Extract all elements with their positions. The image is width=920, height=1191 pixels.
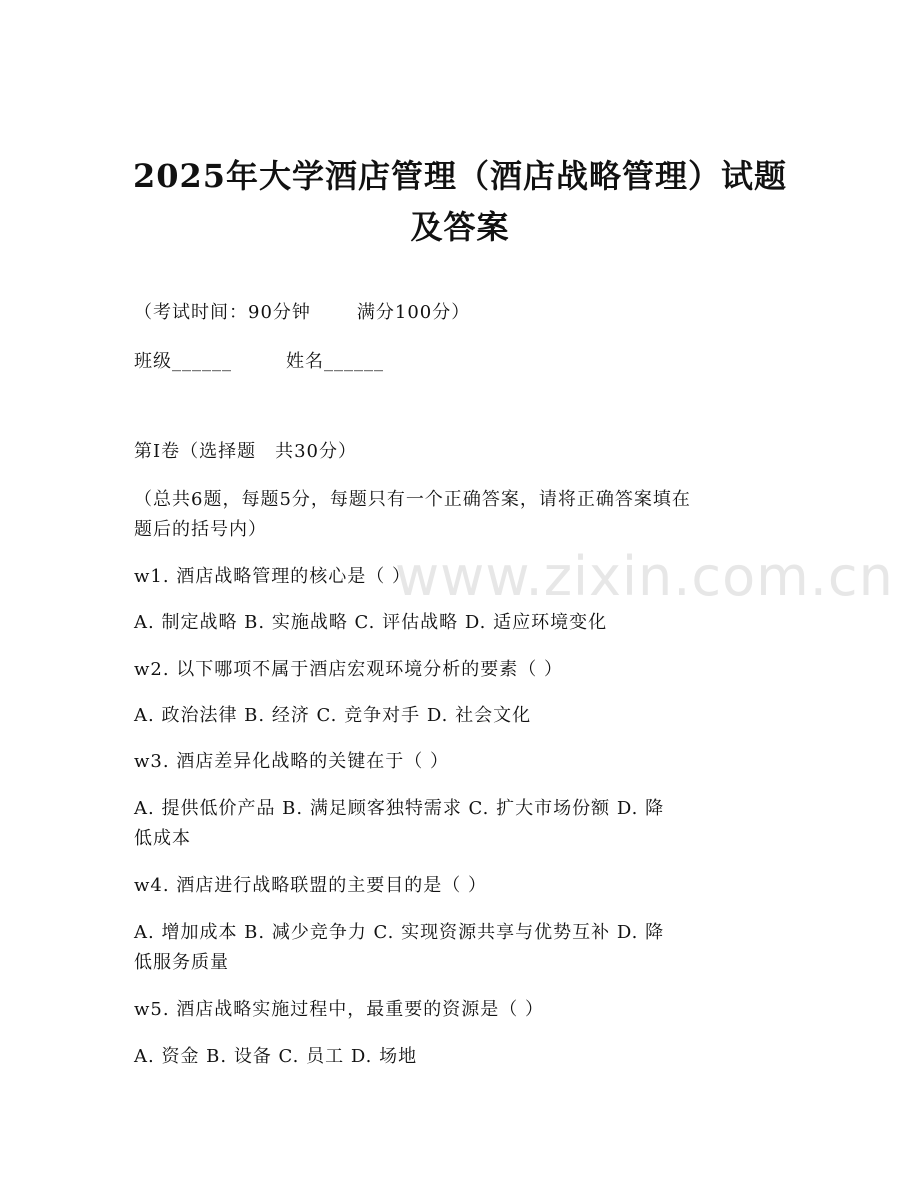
question-1: w1. 酒店战略管理的核心是（ ） (134, 566, 412, 587)
section-heading: 第I卷（选择题 共30分） (134, 441, 358, 462)
class-field: 班级______ (134, 351, 232, 372)
question-3-options-line-2: 低成本 (134, 828, 191, 849)
question-5: w5. 酒店战略实施过程中，最重要的资源是（ ） (134, 999, 545, 1020)
exam-info (134, 298, 794, 328)
exam-time: （考试时间：90分钟 (134, 302, 311, 323)
student-info (134, 347, 794, 377)
question-3: w3. 酒店差异化战略的关键在于（ ） (134, 751, 450, 772)
question-5-options: A. 资金 B. 设备 C. 员工 D. 场地 (134, 1046, 418, 1067)
question-1-options: A. 制定战略 B. 实施战略 C. 评估战略 D. 适应环境变化 (134, 612, 608, 633)
question-4: w4. 酒店进行战略联盟的主要目的是（ ） (134, 875, 488, 896)
exam-score: 满分100分） (356, 302, 471, 323)
document-title-line-2: 及答案 (410, 208, 510, 246)
section-instruction-line-1: （总共6题，每题5分，每题只有一个正确答案，请将正确答案填在 (134, 489, 691, 510)
question-2-options: A. 政治法律 B. 经济 C. 竞争对手 D. 社会文化 (134, 705, 532, 726)
watermark: www.zixin.com.cn (395, 545, 894, 608)
name-field: 姓名______ (286, 351, 384, 372)
section-instruction-line-2: 题后的括号内） (134, 519, 267, 540)
question-4-options-line-2: 低服务质量 (134, 952, 229, 973)
document-title-line-1: 2025年大学酒店管理（酒店战略管理）试题 (132, 157, 788, 195)
question-3-options-line-1: A. 提供低价产品 B. 满足顾客独特需求 C. 扩大市场份额 D. 降 (134, 798, 665, 819)
question-2: w2. 以下哪项不属于酒店宏观环境分析的要素（ ） (134, 659, 564, 680)
question-4-options-line-1: A. 增加成本 B. 减少竞争力 C. 实现资源共享与优势互补 D. 降 (134, 922, 665, 943)
